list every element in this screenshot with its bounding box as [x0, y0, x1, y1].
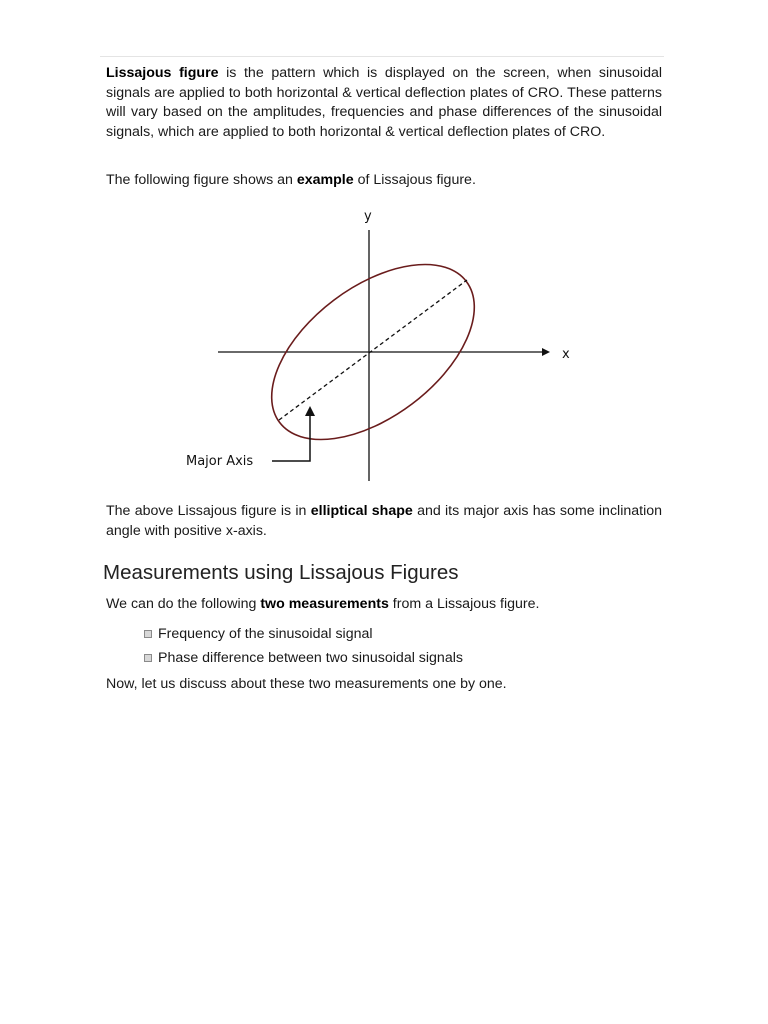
list-item-label: Phase difference between two sinusoidal signals — [158, 650, 463, 666]
list-item — [144, 646, 463, 670]
measurements-intro — [106, 595, 662, 615]
measurements-bold: two measurements — [260, 596, 389, 612]
closing-paragraph: Now, let us discuss about these two measurements one by one. — [106, 676, 507, 692]
measurements-list — [144, 622, 463, 670]
shape-text-before: The above Lissajous figure is in — [106, 503, 311, 519]
list-item-label: Frequency of the sinusoidal signal — [158, 626, 373, 642]
lissajous-figure — [180, 200, 580, 490]
shape-paragraph — [106, 502, 662, 541]
example-paragraph — [106, 171, 662, 191]
example-text-after: of Lissajous figure. — [353, 172, 476, 188]
shape-text-after: and its major axis has some inclination angle with positive x-axis. — [106, 503, 662, 539]
x-axis-arrowhead — [542, 348, 550, 356]
example-bold: example — [296, 172, 354, 188]
intro-paragraph — [106, 64, 662, 142]
major-axis-pointer-arrowhead — [305, 406, 315, 416]
shape-bold: elliptical shape — [310, 503, 413, 519]
measurements-text-after: from a Lissajous figure. — [388, 596, 540, 612]
intro-term: Lissajous figure — [106, 65, 219, 81]
major-axis-label: Major Axis — [186, 454, 254, 469]
list-item — [144, 622, 463, 646]
intro-text: is the pattern which is displayed on the screen, when sinusoidal signals are applied to both horizontal & vertical deflection plates of CRO. These patterns will vary based on the amplitudes, frequencies and phase differences of the sinusoidal signals, which are applied to both horizontal & vertical deflection plates of CRO. — [106, 65, 663, 140]
y-axis-label: y — [364, 209, 372, 224]
x-axis-label: x — [562, 347, 570, 362]
square-bullet-icon — [144, 654, 152, 662]
square-bullet-icon — [144, 630, 152, 638]
section-heading: Measurements using Lissajous Figures — [103, 561, 459, 584]
example-text-before: The following figure shows an — [106, 172, 297, 188]
top-divider — [100, 56, 664, 57]
major-axis-line — [279, 280, 467, 420]
measurements-text-before: We can do the following — [106, 596, 261, 612]
